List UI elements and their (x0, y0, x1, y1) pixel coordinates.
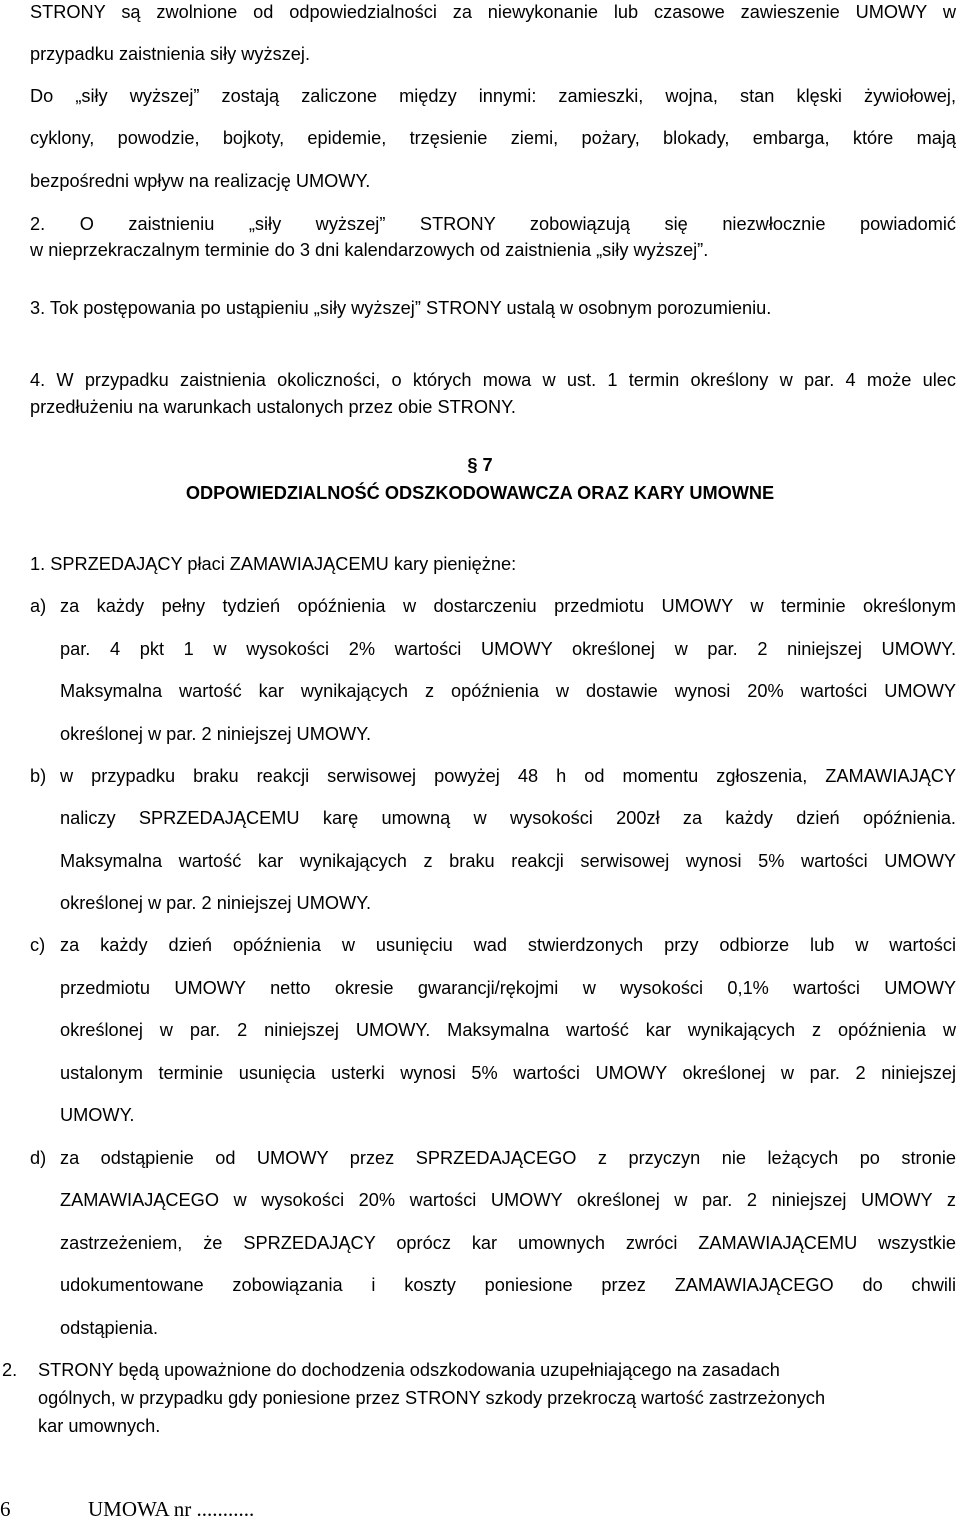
item-c-line-3: określonej w par. 2 niniejszej UMOWY. Maksymalna wartość kar wynikających z opóźnienia w (60, 1020, 956, 1040)
item-a-line-3: Maksymalna wartość kar wynikających z opóźnienia w dostawie wynosi 20% wartości UMOWY (60, 681, 956, 701)
point-4-line-2: przedłużeniu na warunkach ustalonych przez obie STRONY. (30, 397, 516, 417)
section-title: ODPOWIEDZIALNOŚĆ ODSZKODOWAWCZA ORAZ KARY UMOWNE (185, 483, 775, 503)
item-b-line-3: Maksymalna wartość kar wynikających z braku reakcji serwisowej wynosi 5% wartości UMOWY (60, 851, 956, 871)
force-majeure-line-5: bezpośredni wpływ na realizację UMOWY. (30, 171, 371, 191)
force-majeure-line-4: cyklony, powodzie, bojkoty, epidemie, trzęsienie ziemi, pożary, blokady, embarga, które mają (30, 128, 956, 148)
force-majeure-line-1: STRONY są zwolnione od odpowiedzialności za niewykonanie lub czasowe zawieszenie UMOWY w (30, 2, 956, 22)
item-c-line-4: ustalonym terminie usunięcia usterki wynosi 5% wartości UMOWY określonej w par. 2 niniejszej (60, 1063, 956, 1083)
clause-2-line-3: kar umownych. (38, 1416, 161, 1436)
item-d-line-3: zastrzeżeniem, że SPRZEDAJĄCY oprócz kar umownych zwróci ZAMAWIAJĄCEMU wszystkie (60, 1233, 956, 1253)
item-d-line-2: ZAMAWIAJĄCEGO w wysokości 20% wartości UMOWY określonej w par. 2 niniejszej UMOWY z (60, 1190, 956, 1210)
penalties-intro: 1. SPRZEDAJĄCY płaci ZAMAWIAJĄCEMU kary pieniężne: (30, 554, 517, 574)
section-number: § 7 (467, 455, 493, 475)
item-d-line-4: udokumentowane zobowiązania i koszty poniesione przez ZAMAWIAJĄCEGO do chwili (60, 1275, 956, 1295)
item-d-line-1: za odstąpienie od UMOWY przez SPRZEDAJĄCEGO z przyczyn nie leżących po stronie (60, 1148, 956, 1168)
item-c-line-1: za każdy dzień opóźnienia w usunięciu wad stwierdzonych przy odbiorze lub w wartości (60, 935, 956, 955)
item-b-line-4: określonej w par. 2 niniejszej UMOWY. (60, 893, 371, 913)
point-3: 3. Tok postępowania po ustąpieniu „siły wyższej” STRONY ustalą w osobnym porozumieniu. (30, 298, 772, 318)
point-2-line-2: w nieprzekraczalnym terminie do 3 dni kalendarzowych od zaistnienia „siły wyższej”. (30, 240, 709, 260)
footer-doc-title: UMOWA nr ........... (88, 1497, 255, 1521)
clause-2-line-2: ogólnych, w przypadku gdy poniesione przez STRONY szkody przekroczą wartość zastrzeżonych (38, 1388, 826, 1408)
item-a-label: a) (30, 596, 47, 616)
page-number: 6 (0, 1497, 11, 1521)
item-c-line-2: przedmiotu UMOWY netto okresie gwarancji/rękojmi w wysokości 0,1% wartości UMOWY (60, 978, 956, 998)
item-d-label: d) (30, 1148, 47, 1168)
force-majeure-line-2: przypadku zaistnienia siły wyższej. (30, 44, 310, 64)
item-a-line-2: par. 4 pkt 1 w wysokości 2% wartości UMOWY określonej w par. 2 niniejszej UMOWY. (60, 639, 956, 659)
item-c-line-5: UMOWY. (60, 1105, 135, 1125)
point-2-line-1: 2. O zaistnieniu „siły wyższej” STRONY zobowiązują się niezwłocznie powiadomić (30, 214, 956, 234)
item-a-line-1: za każdy pełny tydzień opóźnienia w dostarczeniu przedmiotu UMOWY w terminie określonym (60, 596, 956, 616)
item-d-line-5: odstąpienia. (60, 1318, 159, 1338)
point-4-line-1: 4. W przypadku zaistnienia okoliczności, o których mowa w ust. 1 termin określony w par. 4 może ulec (30, 370, 956, 390)
force-majeure-line-3: Do „siły wyższej” zostają zaliczone między innymi: zamieszki, wojna, stan klęski żywiołowej, (30, 86, 956, 106)
item-b-line-1: w przypadku braku reakcji serwisowej powyżej 48 h od momentu zgłoszenia, ZAMAWIAJĄCY (60, 766, 956, 786)
item-b-label: b) (30, 766, 47, 786)
clause-2-label: 2. (2, 1360, 18, 1380)
item-a-line-4: określonej w par. 2 niniejszej UMOWY. (60, 724, 371, 744)
item-b-line-2: naliczy SPRZEDAJĄCEMU karę umowną w wysokości 200zł za każdy dzień opóźnienia. (60, 808, 956, 828)
item-c-label: c) (30, 935, 46, 955)
clause-2-line-1: STRONY będą upoważnione do dochodzenia odszkodowania uzupełniającego na zasadach (38, 1360, 780, 1380)
